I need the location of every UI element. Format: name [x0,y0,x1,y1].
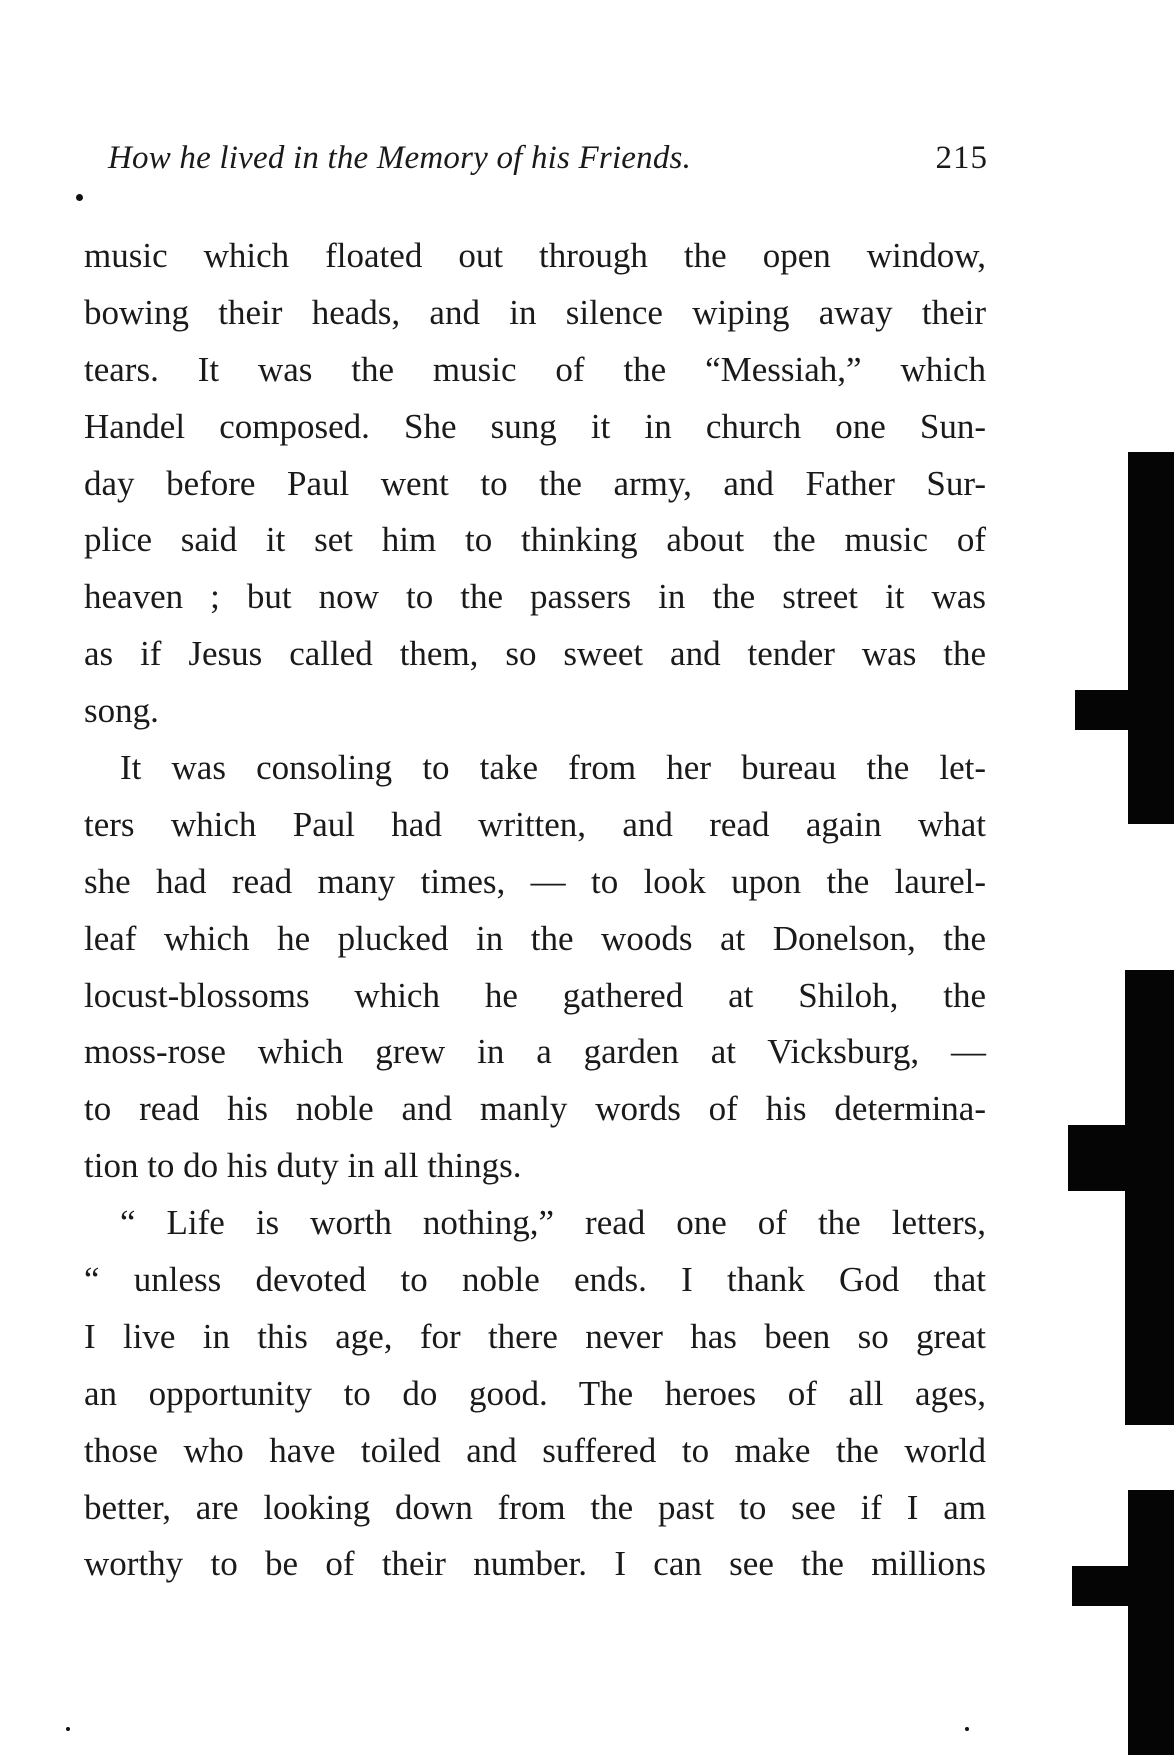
text-line: song. [84,691,159,731]
text-line: as if Jesus called them, so sweet and tender was the [84,634,986,674]
scan-bleed-mark [1075,690,1135,730]
scan-bleed-mark [1128,1490,1174,1755]
text-line: bowing their heads, and in silence wiping away their [84,292,986,332]
text-line: ters which Paul had written, and read again what [84,804,986,844]
text-line: locust-blossoms which he gathered at Shiloh, the [84,975,986,1015]
text-line: to read his noble and manly words of his determina- [84,1089,986,1129]
text-line: It was consoling to take from her bureau the let- [120,748,986,788]
running-head [108,140,988,190]
text-line: those who have toiled and suffered to make the world [84,1430,986,1470]
text-line: leaf which he plucked in the woods at Donelson, the [84,918,986,958]
text-line: day before Paul went to the army, and Father Sur- [84,463,986,503]
running-title: How he lived in the Memory of his Friends. [108,140,692,176]
text-line: tion to do his duty in all things. [84,1146,522,1186]
text-line: I live in this age, for there never has been so great [84,1316,986,1356]
scan-bleed-mark [1128,452,1174,824]
page-number: 215 [935,140,988,176]
text-line: moss-rose which grew in a garden at Vicksburg, — [84,1032,986,1072]
text-line: music which floated out through the open window, [84,236,986,275]
scan-bleed-mark [1068,1125,1130,1191]
text-line: worthy to be of their number. I can see the millions [84,1544,986,1584]
text-line: “ unless devoted to noble ends. I thank God that [84,1260,986,1300]
text-line: Handel composed. She sung it in church one Sun- [84,406,986,446]
body-text [84,228,986,1593]
scan-speck [76,194,83,201]
text-line: she had read many times, — to look upon the laurel- [84,861,986,901]
scan-bleed-mark [1125,970,1174,1425]
text-line: better, are looking down from the past to see if I am [84,1487,986,1527]
scan-bleed-mark [1072,1566,1132,1606]
text-line: “ Life is worth nothing,” read one of the letters, [120,1203,986,1243]
scan-speck [66,1727,70,1731]
text-line: tears. It was the music of the “Messiah,” which [84,349,986,389]
text-line: heaven ; but now to the passers in the street it was [84,577,986,617]
scan-speck [965,1727,969,1731]
text-line: plice said it set him to thinking about the music of [84,520,986,560]
text-line: an opportunity to do good. The heroes of all ages, [84,1373,986,1413]
